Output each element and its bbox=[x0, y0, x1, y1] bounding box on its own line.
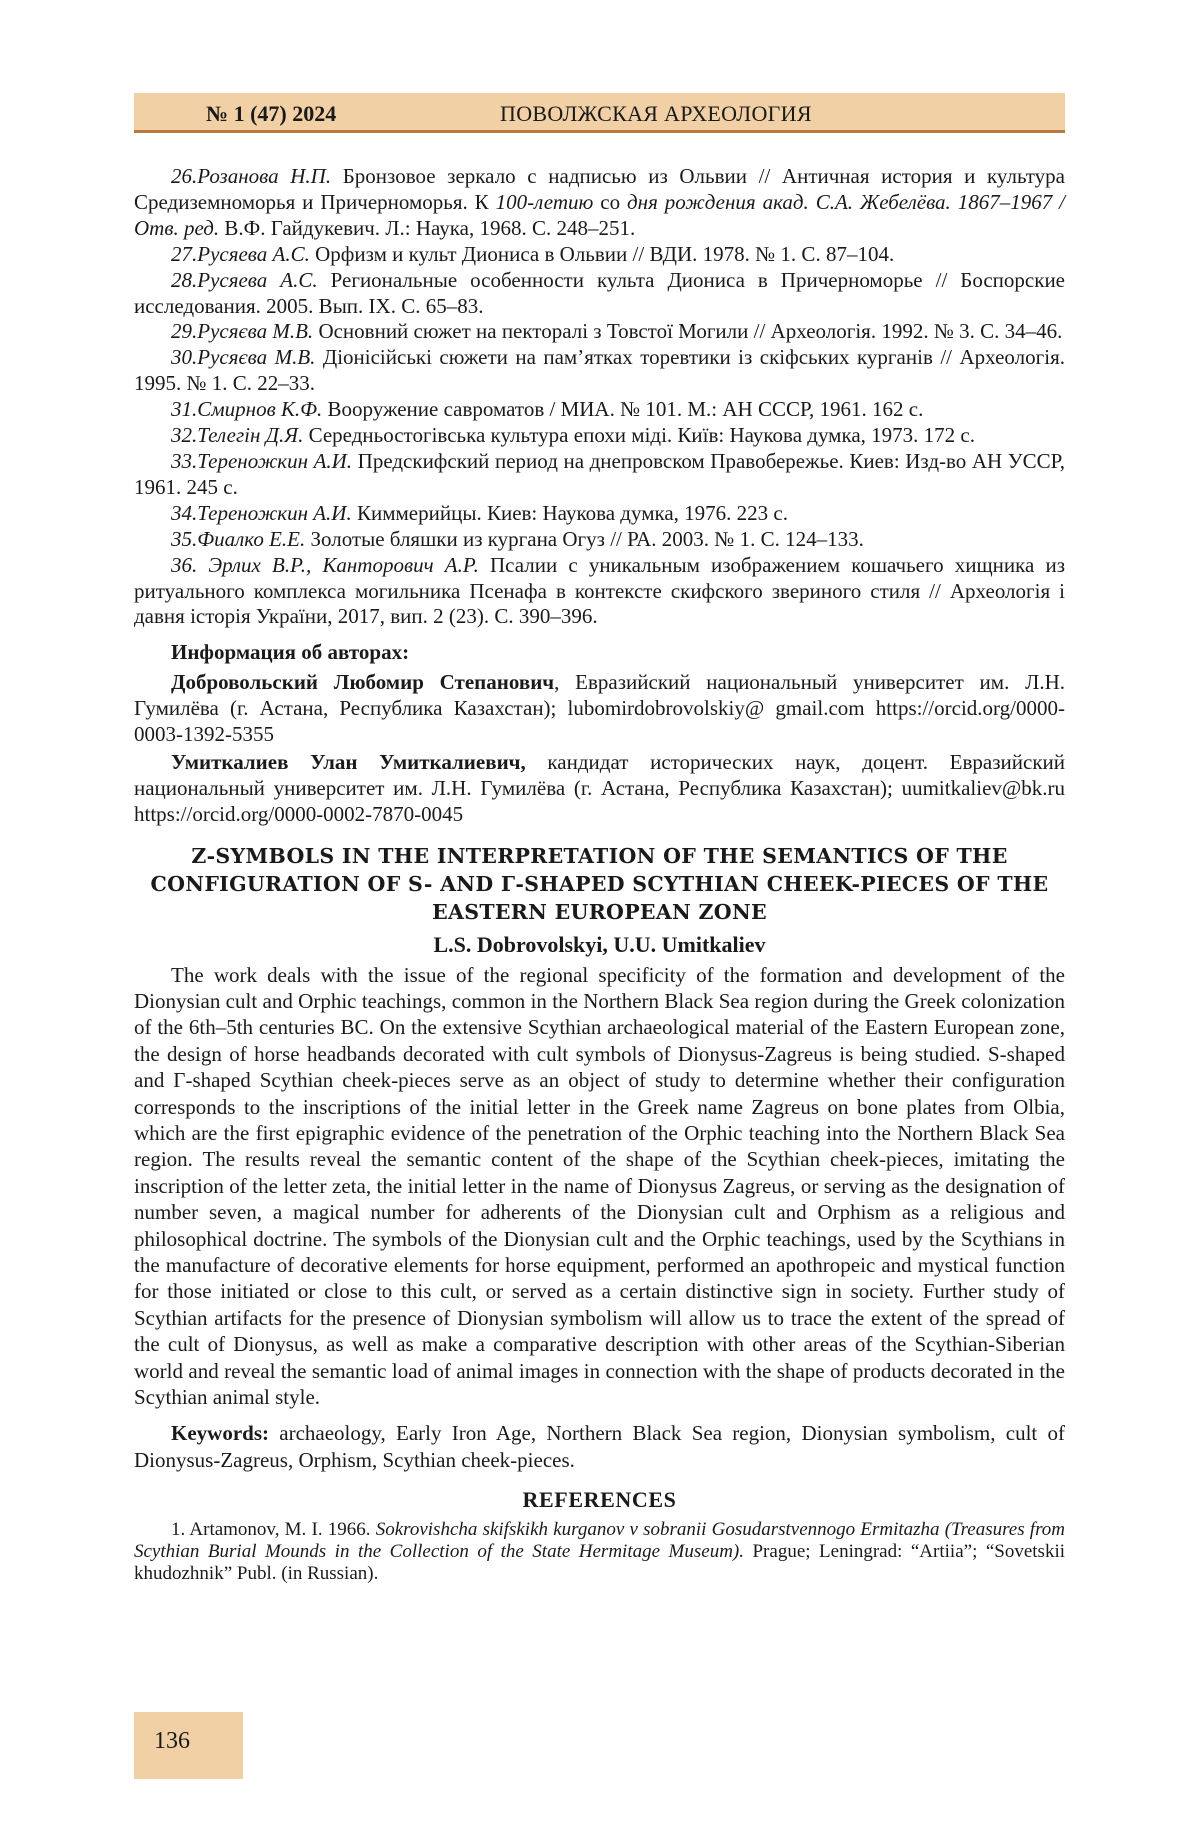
reference-author: Русяева А.С. bbox=[197, 241, 310, 266]
reference-author: Смирнов К.Ф. bbox=[197, 397, 323, 422]
authors-info-title: Информация об авторах: bbox=[171, 640, 410, 665]
reference-number: 31. bbox=[171, 397, 198, 422]
reference-text: Золотые бляшки из кургана Огуз // РА. 2003. № 1. С. 124–133. bbox=[305, 526, 864, 551]
reference-text: Основний сюжет на пекторалі з Товстої Могили // Археологія. 1992. № 3. С. 34–46. bbox=[313, 319, 1063, 344]
reference-36 bbox=[134, 553, 1065, 631]
keywords-text: archaeology, Early Iron Age, Northern Black Sea region, Dionysian symbolism, cult of Dionysus-Zagreus, Orphism, Scythian cheek-pieces. bbox=[134, 1421, 1065, 1472]
reference-number: 34. bbox=[171, 500, 198, 525]
english-reference-1 bbox=[134, 1519, 1065, 1585]
author-details: кандидат исторических наук, доцент. Евразийский национальный университет им. Л.Н. Гумилёва (г. Астана, Республика Казахстан); uumitkaliev@bk.ru https://orcid.org/0000-0002-7870-0045 bbox=[134, 749, 1066, 826]
reference-text: Орфизм и культ Диониса в Ольвии // ВДИ. 1978. № 1. С. 87–104. bbox=[309, 241, 895, 266]
author-name: Умиткалиев Улан Умиткалиевич, bbox=[171, 749, 526, 774]
reference-author: Тереножкин А.И. bbox=[197, 500, 352, 525]
journal-title: ПОВОЛЖСКАЯ АРХЕОЛОГИЯ bbox=[500, 101, 812, 126]
reference-35 bbox=[134, 527, 1065, 553]
reference-number: 30. bbox=[171, 345, 198, 370]
reference-33 bbox=[134, 449, 1065, 501]
english-article-title: Z-SYMBOLS IN THE INTERPRETATION OF THE SEMANTICS OF THE CONFIGURATION OF S- AND Г-SHAPED SCYTHIAN CHEEK-PIECES OF THE EASTERN EUROPEAN ZONE bbox=[150, 843, 1049, 924]
reference-number: 27. bbox=[171, 241, 198, 266]
abstract: The work deals with the issue of the regional specificity of the formation and development of the Dionysian cult and Orphic teachings, common in the Northern Black Sea region during the Greek colonization of the 6th–5th centuries BC. On the extensive Scythian archaeological material of the Eastern European zone, the design of horse headbands decorated with cult symbols of Dionysus-Zagreus is being studied. S-shaped and Г-shaped Scythian cheek-pieces serve as an object of study to determine whether their configuration corresponds to the inscriptions of the initial letter in the Greek name Zagreus on bone plates from Olbia, which are the first epigraphic evidence of the penetration of the Orphic teaching into the Northern Black Sea region. The results reveal the semantic content of the shape of the Scythian cheek-pieces, imitating the inscription of the letter zeta, the initial letter in the name of Dionysus Zagreus, or serving as the designation of number seven, a magical number for adherents of the Dionysian cult and Orphism as a religious and philosophical doctrine. The symbols of the Dionysian cult and the Orphic teachings, used by the Scythians in the manufacture of decorative elements for horse equipment, performed an apothropeic and mystical function for those initiated or close to this cult, or served as a certain distinctive sign in society. Further study of Scythian artifacts for the presence of Dionysian symbolism will allow us to trace the extent of the spread of the cult of Dionysus, as well as make a comparative description with other areas of the Scythian-Siberian world and reveal the semantic load of animal images in connection with the shape of products decorated in the Scythian animal style. bbox=[134, 962, 1065, 1410]
reference-author: Русяева А.С. bbox=[197, 267, 318, 292]
reference-number: 28. bbox=[171, 267, 198, 292]
reference-author: Розанова Н.П. bbox=[197, 164, 332, 188]
reference-text: Бронзовое зеркало с надписью из Ольвии // Античная история и культура Средиземноморья и Причерноморья. К bbox=[134, 164, 1065, 214]
reference-32 bbox=[134, 423, 1065, 449]
reference-text: Региональные особенности культа Диониса в Причерноморье // Боспорские исследования. 2005. Вып. IX. С. 65–83. bbox=[134, 267, 1065, 318]
reference-28 bbox=[134, 268, 1065, 320]
author-name: Добровольский Любомир Степанович bbox=[171, 670, 555, 695]
reference-31 bbox=[134, 397, 1065, 423]
page-number-box bbox=[134, 1712, 243, 1779]
reference-text-italic: дня рождения акад. С.А. Жебелёва. 1867–1967 / Отв. ред. bbox=[134, 189, 1066, 240]
author-info-1 bbox=[134, 670, 1065, 748]
references-title: REFERENCES bbox=[522, 1487, 677, 1513]
reference-author: Русяєва М.В. bbox=[197, 319, 314, 344]
author-info-2 bbox=[134, 750, 1065, 828]
keywords-label: Keywords: bbox=[171, 1421, 269, 1446]
reference-text: со bbox=[593, 189, 628, 214]
reference-number: 32. bbox=[171, 423, 198, 448]
reference-text: Киммерийцы. Киев: Наукова думка, 1976. 223 с. bbox=[351, 500, 789, 525]
reference-34 bbox=[134, 501, 1065, 527]
reference-30 bbox=[134, 345, 1065, 397]
reference-text: Середньостогівська культура епохи міді. Київ: Наукова думка, 1973. 172 с. bbox=[303, 423, 975, 448]
reference-number: 29. bbox=[171, 319, 198, 344]
reference-text-italic: 100-летию bbox=[495, 189, 594, 214]
reference-text: В.Ф. Гайдукевич. Л.: Наука, 1968. С. 248–251. bbox=[219, 215, 636, 240]
reference-27 bbox=[134, 242, 1065, 268]
english-authors: L.S. Dobrovolskyi, U.U. Umitkaliev bbox=[433, 931, 766, 957]
issue-number: № 1 (47) 2024 bbox=[206, 101, 337, 126]
reference-author: Русяєва М.В. bbox=[197, 345, 316, 370]
reference-text: Псалии с уникальным изображением кошачьего хищника из ритуального комплекса могильника Псенафа в контексте скифского звериного стиля // Археологія і давня історія України, 2017, вип. 2 (23). С. 390–396. bbox=[134, 552, 1066, 629]
reference-author: Телегін Д.Я. bbox=[197, 423, 304, 448]
running-header bbox=[134, 93, 1065, 133]
reference-tail: Prague; Leningrad: “Artiia”; “Sovetskii khudozhnik” Publ. (in Russian). bbox=[134, 1541, 1066, 1585]
reference-author: Эрлих В.Р., Канторович А.Р. bbox=[208, 552, 479, 577]
author-details: , Евразийский национальный университет им. Л.Н. Гумилёва (г. Астана, Республика Казахстан); lubomirdobrovolskiy@ gmail.com https://orcid.org/0000-0003-1392-5355 bbox=[134, 670, 1065, 747]
page-content bbox=[134, 164, 1065, 1585]
reference-text: Діонісійські сюжети на пам’ятках торевтики із скіфських курганів // Археологія. 1995. № 1. С. 22–33. bbox=[134, 345, 1065, 396]
reference-26 bbox=[134, 164, 1065, 242]
reference-title-italic: Sokrovishcha skifskikh kurganov v sobranii Gosudarstvennogo Ermitazha (Treasures from Scythian Burial Mounds in the Collection of the State Hermitage Museum). bbox=[134, 1519, 1065, 1563]
reference-author: Фиалко Е.Е. bbox=[197, 526, 306, 551]
keywords bbox=[134, 1420, 1065, 1473]
reference-number: 26. bbox=[171, 164, 198, 188]
reference-author: Тереножкин А.И. bbox=[197, 448, 353, 473]
reference-number: 36. bbox=[171, 552, 198, 577]
reference-29 bbox=[134, 319, 1065, 345]
reference-number: 33. bbox=[171, 448, 198, 473]
reference-text: Вооружение савроматов / МИА. № 101. М.: АН СССР, 1961. 162 с. bbox=[322, 397, 924, 422]
reference-number: 35. bbox=[171, 526, 198, 551]
reference-text: Предскифский период на днепровском Правобережье. Киев: Изд-во АН УССР, 1961. 245 с. bbox=[134, 448, 1065, 499]
reference-lead: 1. Artamonov, M. I. 1966. bbox=[171, 1519, 376, 1541]
page-number: 136 bbox=[154, 1728, 190, 1754]
